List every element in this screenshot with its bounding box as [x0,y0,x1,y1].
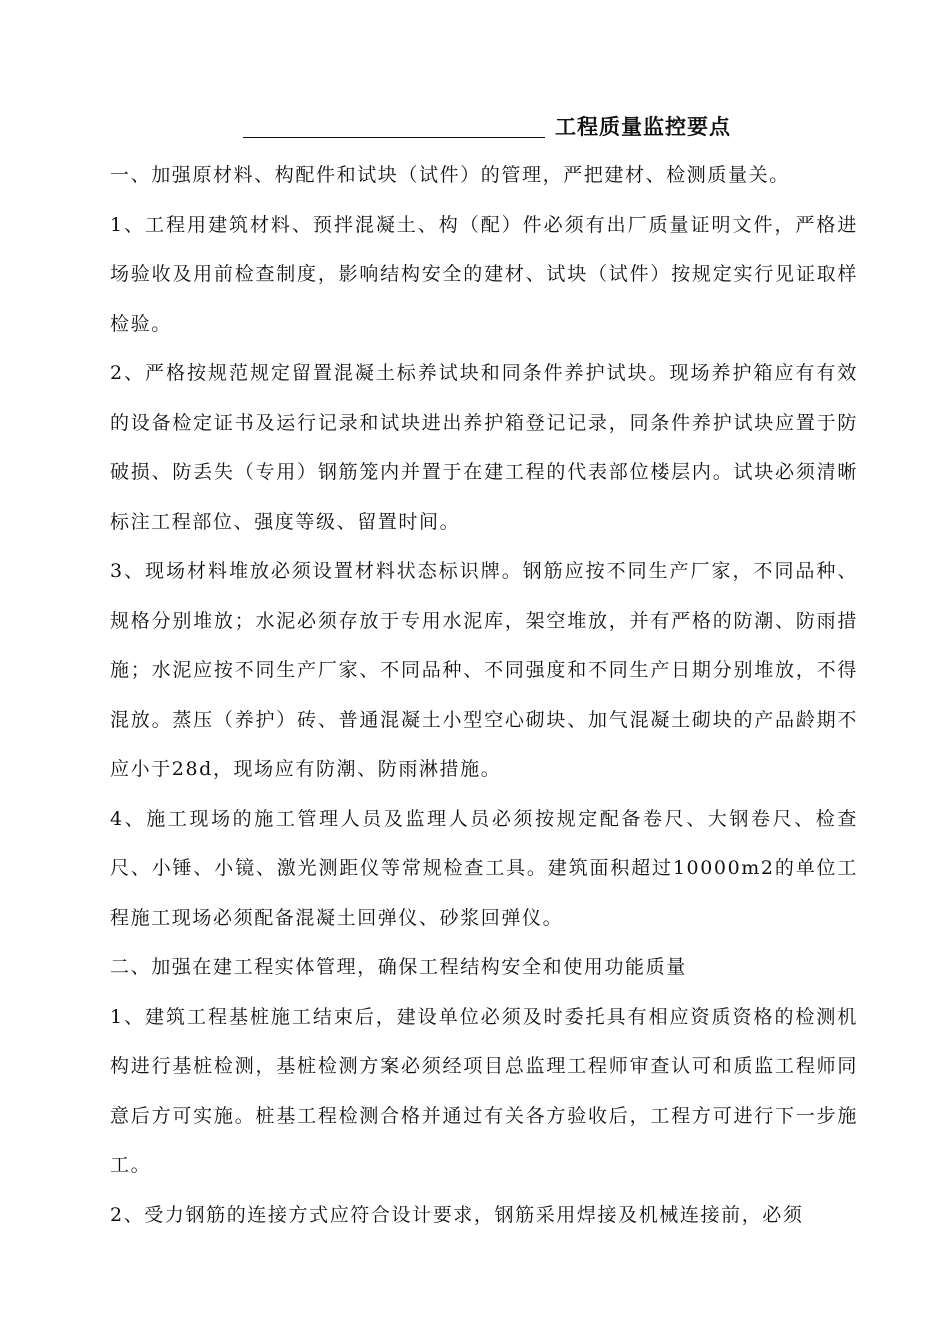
title-row [243,110,731,142]
paragraph-1-4: 4、施工现场的施工管理人员及监理人员必须按规定配备卷尺、大钢卷尺、检查尺、小锤、小镜、激光测距仪等常规检查工具。建筑面积超过10000m2的单位工程施工现场必须配备混凝土回弹仪、砂浆回弹仪。 [110,807,858,929]
section-heading-1: 一、加强原材料、构配件和试块（试件）的管理，严把建材、检测质量关。 [110,164,790,186]
document-title: 工程质量监控要点 [555,114,731,139]
paragraph-1-2: 2、严格按规范规定留置混凝土标养试块和同条件养护试块。现场养护箱应有有效的设备检定证书及运行记录和试块进出养护箱登记记录，同条件养护试块应置于防破损、防丢失（专用）钢筋笼内并置于在建工程的代表部位楼层内。试块必须清晰标注工程部位、强度等级、留置时间。 [110,362,858,533]
title-underline [243,137,545,138]
paragraph-2-2: 2、受力钢筋的连接方式应符合设计要求，钢筋采用焊接及机械连接前，必须 [110,1203,804,1226]
paragraph-1-1: 1、工程用建筑材料、预拌混凝土、构（配）件必须有出厂质量证明文件，严格进场验收及用前检查制度，影响结构安全的建材、试块（试件）按规定实行见证取样检验。 [110,213,858,335]
section-heading-2: 二、加强在建工程实体管理，确保工程结构安全和使用功能质量 [110,956,687,978]
paragraph-1-3: 3、现场材料堆放必须设置材料状态标识牌。钢筋应按不同生产厂家，不同品种、规格分别堆放；水泥必须存放于专用水泥库，架空堆放，并有严格的防潮、防雨措施；水泥应按不同生产厂家、不同品种、不同强度和不同生产日期分别堆放，不得混放。蒸压（养护）砖、普通混凝土小型空心砌块、加气混凝土砌块的产品龄期不应小于28d，现场应有防潮、防雨淋措施。 [110,560,858,780]
document-body [110,151,858,1240]
paragraph-2-1: 1、建筑工程基桩施工结束后，建设单位必须及时委托具有相应资质资格的检测机构进行基桩检测，基桩检测方案必须经项目总监理工程师审查认可和质监工程师同意后方可实施。桩基工程检测合格并通过有关各方验收后，工程方可进行下一步施工。 [110,1005,858,1176]
